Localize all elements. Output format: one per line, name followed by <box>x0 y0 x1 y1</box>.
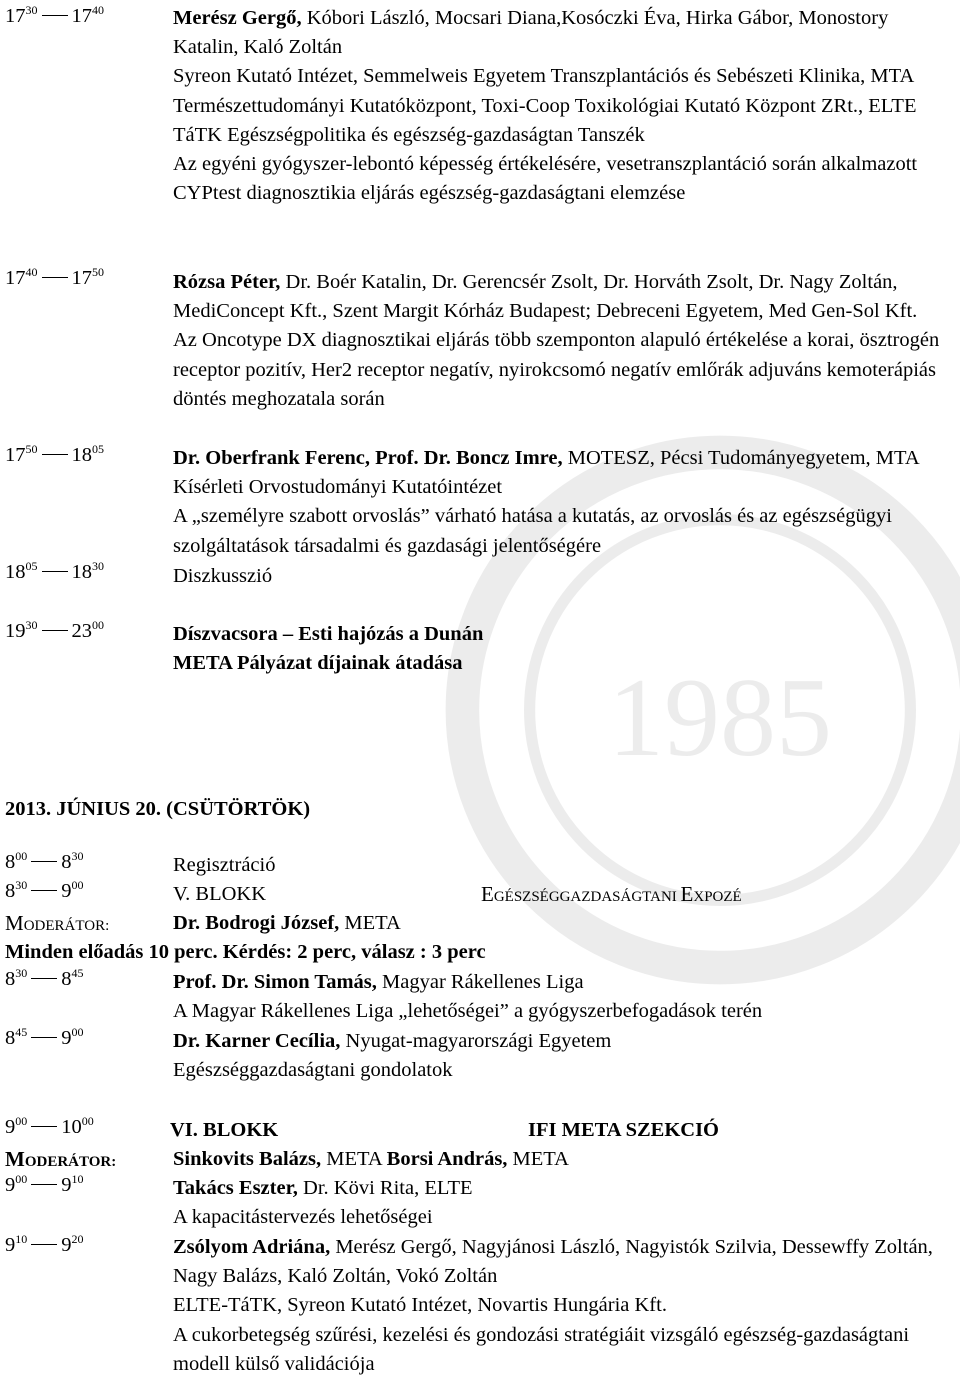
moderator-line: MODERÁTOR: <box>5 1147 117 1171</box>
time-slot: $8^{30}$ $9^{00}$ <box>5 878 84 902</box>
block-heading: V. BLOKK EGÉSZSÉGGAZDASÁGTANI EXPOZÉ <box>173 880 958 909</box>
time-slot: $8^{45}$ $9^{00}$ <box>5 1025 84 1049</box>
time-slot: $17^{30}$ $17^{40}$ <box>5 3 104 27</box>
talk-title: A „személyre szabott orvoslás” várható hatása a kutatás, az orvoslás és az egészségügyi szolgáltatások társadalmi és gazdasági jelentőségére <box>173 505 892 557</box>
talk-entry: Prof. Dr. Simon Tamás, Magyar Rákellenes Liga A Magyar Rákellenes Liga „lehetőségei” a gyógyszerbefogadások terén <box>173 971 763 1023</box>
talk-authors: Merész Gergő, Kóbori László, Mocsari Diana,Kosóczki Éva, Hirka Gábor, Monostory Katalin, Kaló Zoltán <box>173 7 889 59</box>
time-slot: $8^{00}$ $8^{30}$ <box>5 849 84 873</box>
block-heading: VI. BLOKK IFI META SZEKCIÓ <box>170 1116 955 1145</box>
talk-entry <box>173 444 958 561</box>
talk-entry <box>173 4 958 208</box>
time-slot: $19^{30}$ $23^{00}$ <box>5 618 104 642</box>
svg-text:1985: 1985 <box>608 655 832 780</box>
talk-title: Az Oncotype DX diagnosztikai eljárás több szemponton alapuló értékelése a korai, ösztrogén receptor pozitív, Her2 receptor negatív, nyirokcsomó negatív emlőrák adjuváns kemoterápiás döntés meghozatala során <box>173 329 940 410</box>
discussion: Diszkusszió <box>173 565 273 587</box>
moderator-line: MODERÁTOR: <box>5 911 110 935</box>
dinner-entry: Díszvacsora – Esti hajózás a Dunán META Pályázat díjainak átadása <box>173 623 484 675</box>
time-rule: Minden előadás 10 perc. Kérdés: 2 perc, válasz : 3 perc <box>5 941 486 963</box>
moderator-names: Dr. Bodrogi József, META <box>173 912 401 934</box>
talk-entry: Dr. Karner Cecília, Nyugat-magyarországi Egyetem Egészséggazdaságtani gondolatok <box>173 1030 612 1082</box>
day-heading: 2013. JÚNIUS 20. (CSÜTÖRTÖK) <box>5 798 311 820</box>
block-title: IFI META SZEKCIÓ <box>528 1119 719 1141</box>
time-slot: $18^{05}$ $18^{30}$ <box>5 559 104 583</box>
talk-title: Az egyéni gyógyszer-lebontó képesség értékelésére, vesetranszplantáció során alkalmazott CYPtest diagnosztikia eljárás egészség-gazdaságtani elemzése <box>173 153 918 205</box>
talk-entry: Takács Eszter, Dr. Kövi Rita, ELTE A kapacitástervezés lehetőségei <box>173 1177 473 1229</box>
time-slot: $17^{50}$ $18^{05}$ <box>5 442 104 466</box>
talk-affiliation: Syreon Kutató Intézet, Semmelweis Egyetem Transzplantációs és Sebészeti Klinika, MTA Természettudományi Kutatóközpont, Toxi-Coop Toxikológiai Kutató Központ ZRt., ELTE TáTK Egészségpolitika és egészség-gazdaságtan Tanszék <box>173 65 917 146</box>
talk-entry: Zsólyom Adriána, Merész Gergő, Nagyjánosi László, Nagyistók Szilvia, Dessewffy Zoltán, Nagy Balázs, Kaló Zoltán, Vokó Zoltán ELTE-TáTK, Syreon Kutató Intézet, Novartis Hungária Kft. A cukorbetegség szűrési, kezelési és gondozási stratégiáit vizsgáló egészség-gazdaságtani modell külső validációja <box>173 1236 933 1375</box>
time-slot: $9^{00}$ $10^{00}$ <box>5 1114 94 1138</box>
time-slot: $8^{30}$ $8^{45}$ <box>5 966 84 990</box>
time-slot: $17^{40}$ $17^{50}$ <box>5 265 104 289</box>
talk-authors: Dr. Oberfrank Ferenc, Prof. Dr. Boncz Imre, MOTESZ, Pécsi Tudományegyetem, MTA Kísérleti Orvostudományi Kutatóintézet <box>173 447 919 499</box>
time-slot: $9^{00}$ $9^{10}$ <box>5 1172 84 1196</box>
block-title: EGÉSZSÉGGAZDASÁGTANI EXPOZÉ <box>481 882 742 906</box>
time-slot: $9^{10}$ $9^{20}$ <box>5 1232 84 1256</box>
moderator-names: Sinkovits Balázs, META Borsi András, META <box>173 1148 569 1170</box>
talk-entry <box>173 268 958 414</box>
talk-authors: Rózsa Péter, Dr. Boér Katalin, Dr. Gerencsér Zsolt, Dr. Horváth Zsolt, Dr. Nagy Zoltán, MediConcept Kft., Szent Margit Kórház Budapest; Debreceni Egyetem, Med Gen-Sol Kft. <box>173 271 918 323</box>
registration: Regisztráció <box>173 854 276 876</box>
